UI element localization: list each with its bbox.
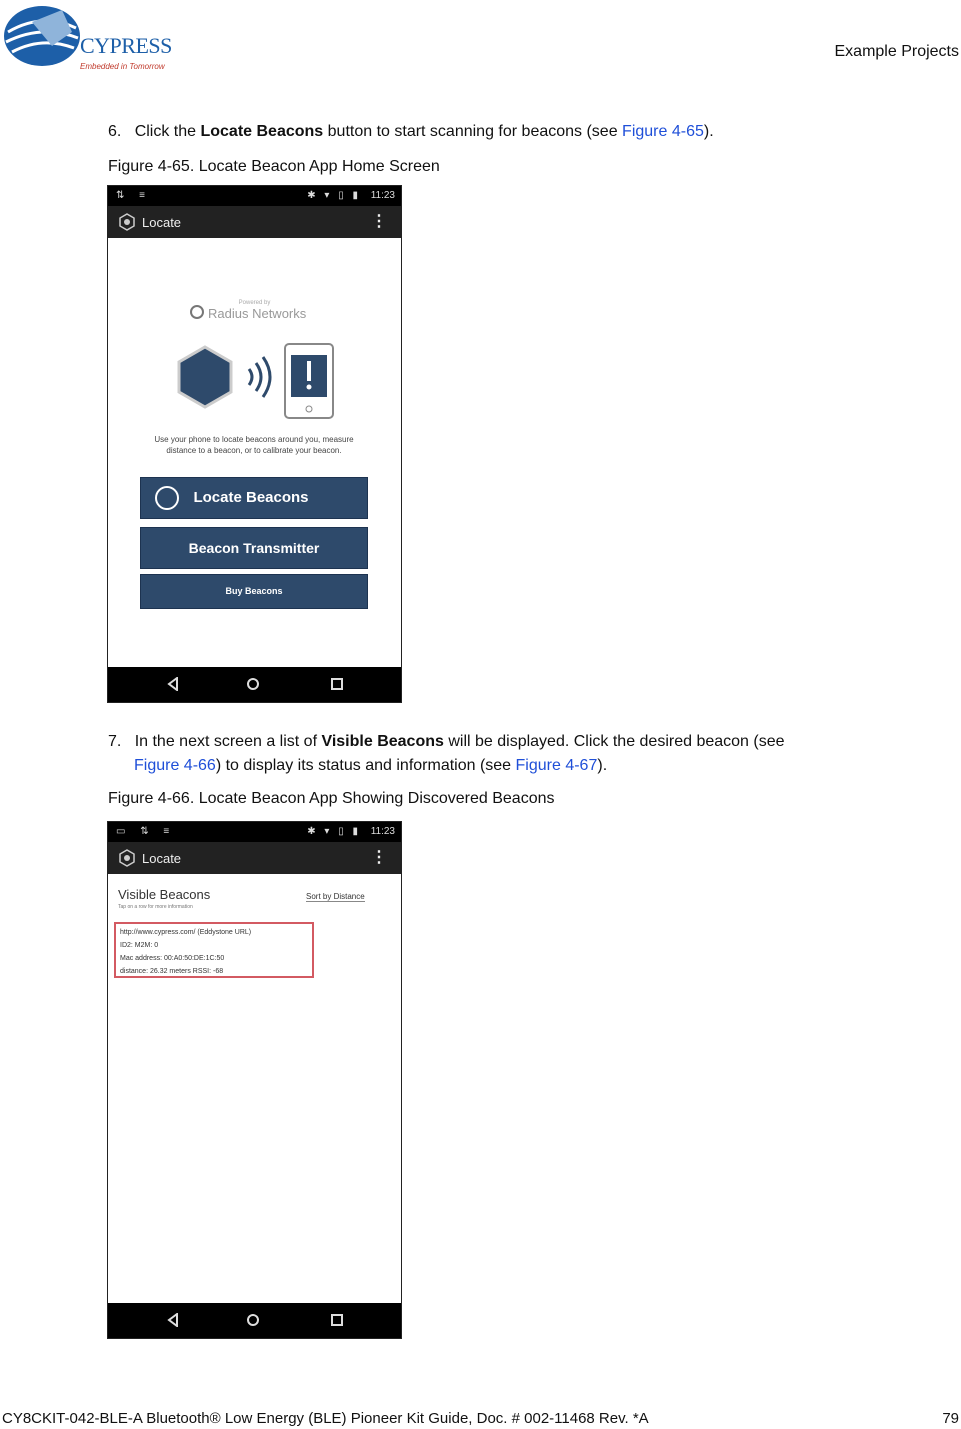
recents-icon[interactable] <box>330 677 344 691</box>
back-icon[interactable] <box>166 677 180 691</box>
step-7 <box>108 730 948 778</box>
app-logo-icon <box>118 213 136 231</box>
status-left-icons: ⇅ ≡ <box>116 190 151 201</box>
status-icons: ✱ ▾ ▯ ▮ <box>307 190 361 201</box>
overflow-menu-icon[interactable]: ⋮ <box>371 213 387 230</box>
step-bold: Locate Beacons <box>200 123 324 140</box>
step-number: 6. <box>108 123 122 140</box>
step-number: 7. <box>108 733 122 750</box>
logo-tagline: Embedded in Tomorrow <box>80 62 165 71</box>
powered-by: Powered by <box>238 300 271 306</box>
status-bar <box>108 186 401 206</box>
radar-icon <box>155 486 179 510</box>
section-title: Example Projects <box>834 43 959 60</box>
sort-by-distance-button[interactable]: Sort by Distance <box>306 892 365 901</box>
figure-link[interactable]: Figure 4-65 <box>622 123 704 140</box>
step-text: In the next screen a list of <box>134 733 322 750</box>
locate-beacons-button[interactable] <box>140 477 368 519</box>
beacon-mac: Mac address: 00:A0:50:DE:1C:50 <box>120 955 225 962</box>
android-nav-bar <box>108 667 401 702</box>
status-bar <box>108 822 401 842</box>
app-description: Use your phone to locate beacons around you, measure distance to a beacon, or to calibrate your beacon. <box>154 435 354 455</box>
figure-caption: Figure 4-66. Locate Beacon App Showing Discovered Beacons <box>108 790 555 807</box>
back-icon[interactable] <box>166 1313 180 1327</box>
figure-link[interactable]: Figure 4-66 <box>134 757 216 774</box>
phone-screenshot-home <box>107 185 402 703</box>
app-bar <box>108 206 401 238</box>
app-title: Locate <box>142 215 182 230</box>
logo-text: CYPRESS <box>80 33 172 58</box>
step-text: ) to display its status and information (see <box>215 757 516 774</box>
figure-link[interactable]: Figure 4-67 <box>515 757 598 774</box>
list-title: Visible Beacons <box>118 887 211 902</box>
step-text: ). <box>703 123 714 140</box>
app-bar <box>108 842 401 874</box>
step-6 <box>108 120 714 144</box>
status-left-icons: ▭ ⇅ ≡ <box>116 826 176 837</box>
footer-doc-info: CY8CKIT-042-BLE-A Bluetooth® Low Energy (BLE) Pioneer Kit Guide, Doc. # 002-11468 Rev. *A <box>2 1410 649 1427</box>
status-icons: ✱ ▾ ▯ ▮ <box>307 826 361 837</box>
recents-icon[interactable] <box>330 1313 344 1327</box>
beacon-distance: distance: 26.32 meters RSSI: -68 <box>120 968 224 975</box>
beacon-url: http://www.cypress.com/ (Eddystone URL) <box>120 929 252 936</box>
overflow-menu-icon[interactable]: ⋮ <box>371 849 387 866</box>
android-nav-bar <box>108 1303 401 1338</box>
app-logo-icon <box>118 849 136 867</box>
step-text: button to start scanning for beacons (see <box>323 123 623 140</box>
beacon-list-item[interactable] <box>114 922 314 978</box>
locate-beacons-label: Locate Beacons <box>193 489 309 506</box>
status-time: 11:23 <box>370 190 395 201</box>
step-text: Click the <box>134 123 201 140</box>
list-subtitle: Tap on a row for more information <box>118 904 193 910</box>
phone-screenshot-beacons <box>107 821 402 1339</box>
step-text: ). <box>597 757 608 774</box>
status-time: 11:23 <box>370 826 395 837</box>
radius-logo-icon <box>190 305 204 319</box>
figure-caption: Figure 4-65. Locate Beacon App Home Screen <box>108 158 440 175</box>
step-bold: Visible Beacons <box>321 733 444 750</box>
beacon-transmitter-button[interactable]: Beacon Transmitter <box>140 527 368 569</box>
beacon-id: ID2: M2M: 0 <box>120 942 159 949</box>
page-number: 79 <box>942 1410 959 1427</box>
home-icon[interactable] <box>246 677 260 691</box>
brand-row <box>190 305 306 321</box>
home-icon[interactable] <box>246 1313 260 1327</box>
beacon-illustration <box>173 343 338 421</box>
step-text: will be displayed. Click the desired beacon (see <box>443 733 785 750</box>
app-title: Locate <box>142 851 182 866</box>
buy-beacons-button[interactable]: Buy Beacons <box>140 574 368 609</box>
brand-name: Radius Networks <box>208 306 307 321</box>
